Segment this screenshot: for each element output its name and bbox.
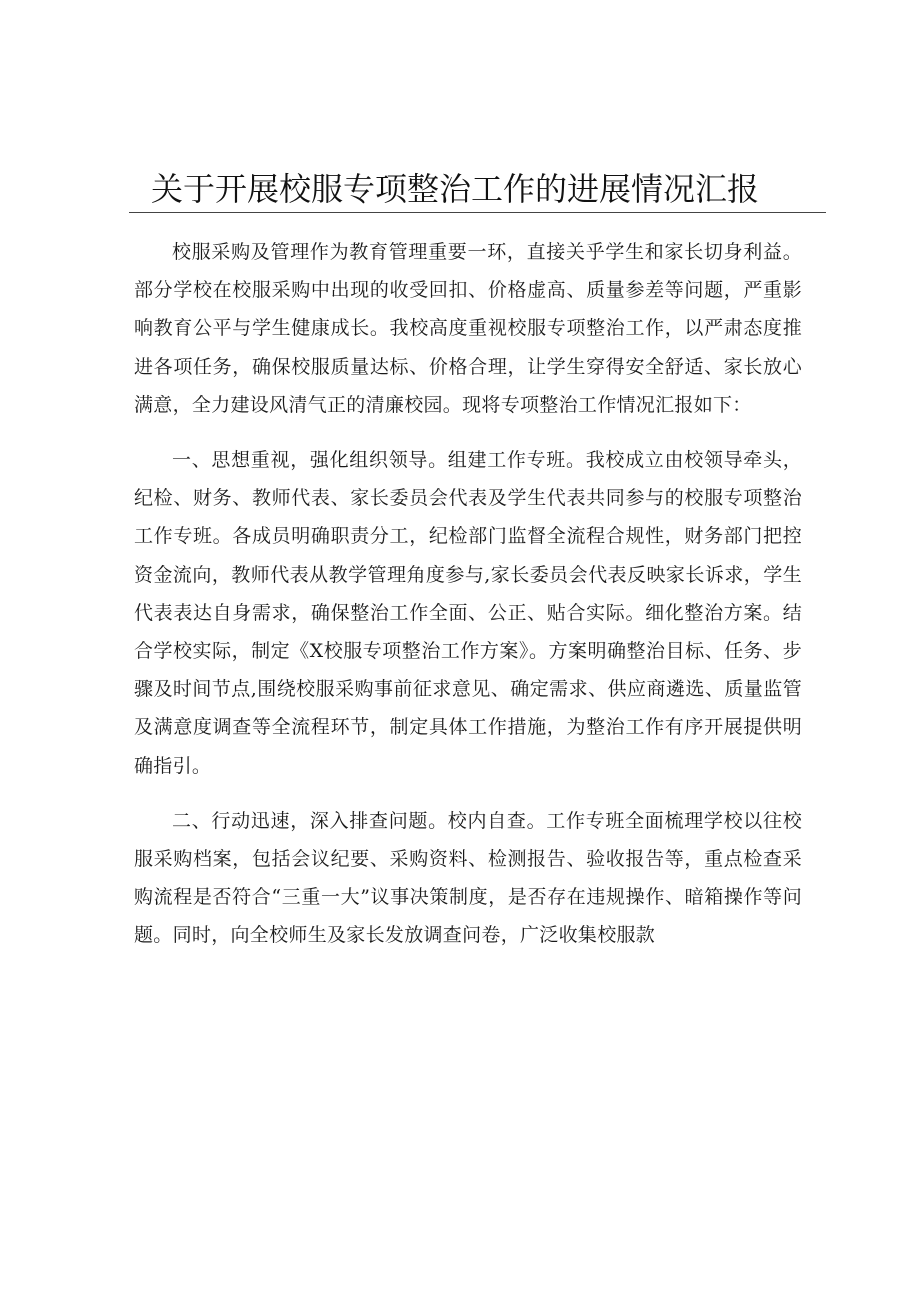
- document-title: 关于开展校服专项整治工作的进展情况汇报: [151, 170, 760, 208]
- title-underline: [129, 212, 826, 213]
- paragraph-section-1: 一、思想重视，强化组织领导。组建工作专班。我校成立由校领导牵头，纪检、财务、教师代表、家长委员会代表及学生代表共同参与的校服专项整治工作专班。各成员明确职责分工，纪检部门监督全流程合规性，财务部门把控资金流向，教师代表从教学管理角度参与,家长委员会代表反映家长诉求，学生代表表达自身需求，确保整治工作全面、公正、贴合实际。细化整治方案。结合学校实际，制定《X校服专项整治工作方案》。方案明确整治目标、任务、步骤及时间节点,围绕校服采购事前征求意见、确定需求、供应商遴选、质量监管及满意度调查等全流程环节，制定具体工作措施，为整治工作有序开展提供明确指引。: [134, 449, 802, 777]
- paragraph-intro: 校服采购及管理作为教育管理重要一环，直接关乎学生和家长切身利益。部分学校在校服采购中出现的收受回扣、价格虚高、质量参差等问题，严重影响教育公平与学生健康成长。我校高度重视校服专项整治工作，以严肃态度推进各项任务，确保校服质量达标、价格合理，让学生穿得安全舒适、家长放心满意，全力建设风清气正的清廉校园。现将专项整治工作情况汇报如下：: [134, 241, 802, 416]
- document-body: [134, 233, 802, 955]
- paragraph-section-2: 二、行动迅速，深入排查问题。校内自查。工作专班全面梳理学校以往校服采购档案，包括会议纪要、采购资料、检测报告、验收报告等，重点检查采购流程是否符合“三重一大”议事决策制度，是否存在违规操作、暗箱操作等问题。同时，向全校师生及家长发放调查问卷，广泛收集校服款: [134, 809, 802, 947]
